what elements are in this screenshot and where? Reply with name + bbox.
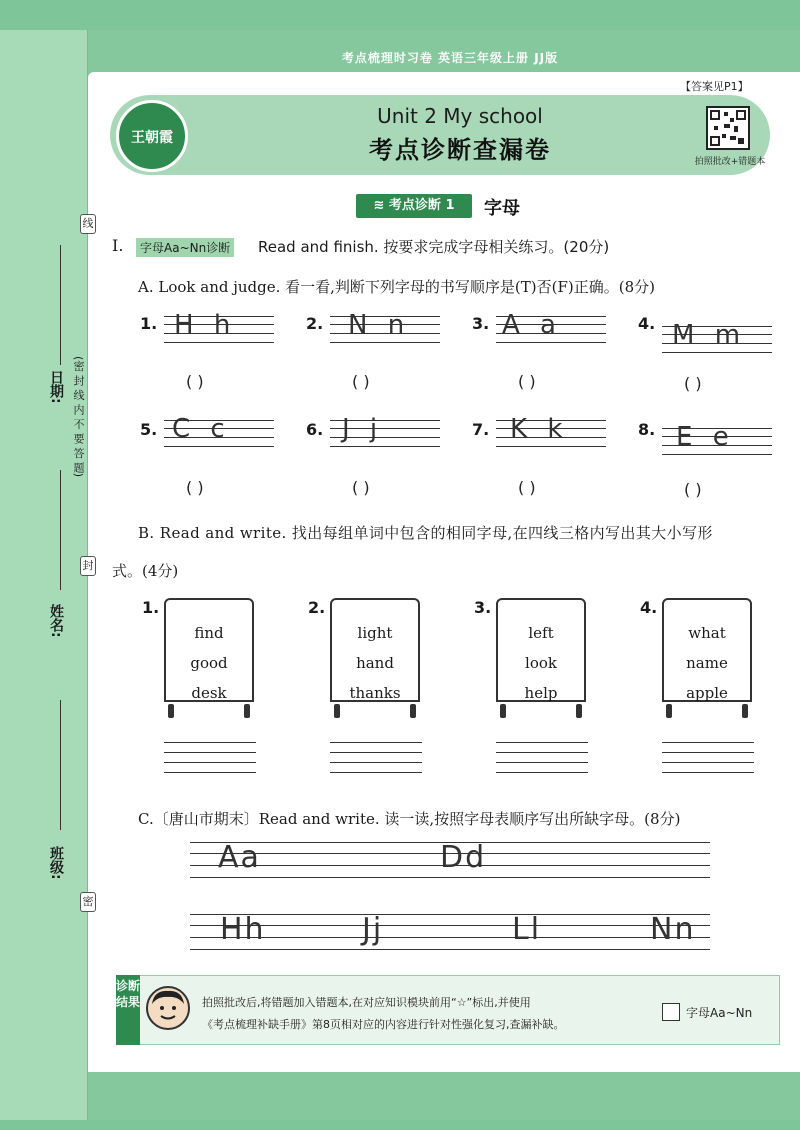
c-letter-hh: Hh [220,912,266,947]
class-label: 班级: [48,846,64,880]
mastery-checkbox-label: 字母Aa~Nn [686,1006,753,1020]
margin-marker-mid: 封 [80,556,96,576]
part-b-instruction-line-2: 式。(4分) [112,562,179,580]
series-title: 考点梳理时习卷 英语三年级上册 JJ版 [341,51,559,65]
a-item-3-number: 3. [472,314,490,333]
part-b-instruction-line-1: B. Read and write. 找出每组单词中包含的相同字母,在四线三格内写出其大小写形 [138,524,713,542]
a-item-3-answer[interactable]: ( ) [518,372,536,391]
a-item-8-grid [662,422,772,454]
part-a-instruction: A. Look and judge. 看一看,判断下列字母的书写顺序是(T)否(F)正确。(8分) [138,278,655,296]
a-item-7-number: 7. [472,420,490,439]
b-card-2-number: 2. [308,598,326,617]
bottom-band [88,1070,800,1120]
b-card-3-leg [576,704,582,718]
b-card-1-word-3: desk [191,684,227,702]
c-letter-jj: Jj [362,912,384,947]
diagnosis-instruction-line-2: 《考点梳理补缺手册》第8页相对应的内容进行针对性强化复习,查漏补缺。 [202,1018,565,1031]
b-card-2-word-2: hand [356,654,394,672]
margin-marker-top: 线 [80,214,96,234]
b-card-3 [496,598,586,702]
b-card-4-leg [666,704,672,718]
a-item-1-answer[interactable]: ( ) [186,372,204,391]
date-label: 日期: [48,370,64,404]
a-item-5-answer[interactable]: ( ) [186,478,204,497]
cartoon-boy-icon [146,986,190,1030]
a-item-6-letters: J j [342,414,384,444]
b-card-2 [330,598,420,702]
a-item-4-number: 4. [638,314,656,333]
b-card-4-number: 4. [640,598,658,617]
b-card-2-leg [410,704,416,718]
answer-reference: 【答案见P1】 [680,80,749,93]
b-write-area-4[interactable] [662,742,754,782]
c-letter-dd: Dd [440,840,487,875]
a-item-1-grid [164,310,274,342]
a-item-6-answer[interactable]: ( ) [352,478,370,497]
b-card-3-leg [500,704,506,718]
diagnosis-instruction [202,992,652,1036]
a-item-8-number: 8. [638,420,656,439]
b-card-3-word-2: look [525,654,557,672]
b-card-4-word-1: what [688,624,726,642]
b-card-3-word-1: left [528,624,554,642]
b-card-3-word-3: help [524,684,558,702]
a-item-5-number: 5. [140,420,158,439]
b-card-2-leg [334,704,340,718]
b-card-1-leg [244,704,250,718]
a-item-3-grid [496,310,606,342]
a-item-7-answer[interactable]: ( ) [518,478,536,497]
b-write-area-3[interactable] [496,742,588,782]
a-item-7-grid [496,414,606,446]
a-item-5-grid [164,414,274,446]
a-item-4-letters: M m [672,320,747,350]
c-letter-nn: Nn [650,912,696,947]
part-1-instruction: Read and finish. 按要求完成字母相关练习。(20分) [258,238,610,256]
part-c-instruction: C.〔唐山市期末〕Read and write. 读一读,按照字母表顺序写出所缺字母。(8分) [138,810,681,828]
a-item-2-letters: N n [348,310,411,340]
a-item-2-grid [330,310,440,342]
seal-note: (密 封 线 内 不 要 答 题) [72,356,85,478]
b-card-4-word-3: apple [686,684,728,702]
section-name: 字母 [484,198,520,219]
publisher-logo [116,100,188,172]
name-write-line [60,470,61,590]
part-1-tag: 字母Aa~Nn诊断 [136,238,234,257]
diagnosis-result-tag: 诊断结果 [116,975,140,1045]
a-item-1-letters: H h [174,310,237,340]
a-item-1-number: 1. [140,314,158,333]
b-card-2-word-1: light [357,624,393,642]
b-card-1 [164,598,254,702]
a-item-6-number: 6. [306,420,324,439]
a-item-3-letters: A a [502,310,562,340]
name-label: 姓名: [48,604,64,638]
b-card-3-number: 3. [474,598,492,617]
margin-marker-bottom: 密 [80,892,96,912]
c-grid-row-2[interactable] [190,914,710,950]
section-badge: ≋ 考点诊断 1 [356,194,472,218]
a-item-2-answer[interactable]: ( ) [352,372,370,391]
c-grid-row-1[interactable] [190,842,710,878]
b-card-4-leg [742,704,748,718]
unit-title: Unit 2 My school [377,104,543,128]
a-item-8-answer[interactable]: ( ) [684,480,702,499]
a-item-8-letters: E e [676,422,735,452]
logo-text: 王朝霞 [131,130,173,146]
b-card-4-word-2: name [686,654,728,672]
b-card-4 [662,598,752,702]
b-card-1-word-2: good [190,654,228,672]
binding-margin [0,30,88,1120]
mastery-checkbox[interactable] [662,1003,680,1021]
c-letter-aa: Aa [218,840,261,875]
b-write-area-1[interactable] [164,742,256,782]
class-write-line [60,700,61,830]
b-card-2-word-3: thanks [349,684,401,702]
a-item-4-answer[interactable]: ( ) [684,374,702,393]
b-card-1-word-1: find [194,624,224,642]
date-write-line [60,245,61,365]
qr-code-icon [706,106,750,150]
qr-note: 拍照批改+错题本 [694,157,766,167]
a-item-2-number: 2. [306,314,324,333]
part-1-roman: Ⅰ. [112,236,124,255]
c-letter-ll: Ll [512,912,542,947]
b-card-1-number: 1. [142,598,160,617]
paper-title: 考点诊断查漏卷 [369,136,551,164]
a-item-4-grid [662,320,772,352]
diagnosis-instruction-line-1: 拍照批改后,将错题加入错题本,在对应知识模块前用“☆”标出,并使用 [202,996,531,1009]
a-item-5-letters: C c [172,414,231,444]
b-write-area-2[interactable] [330,742,422,782]
a-item-6-grid [330,414,440,446]
b-card-1-leg [168,704,174,718]
a-item-7-letters: K k [510,414,569,444]
